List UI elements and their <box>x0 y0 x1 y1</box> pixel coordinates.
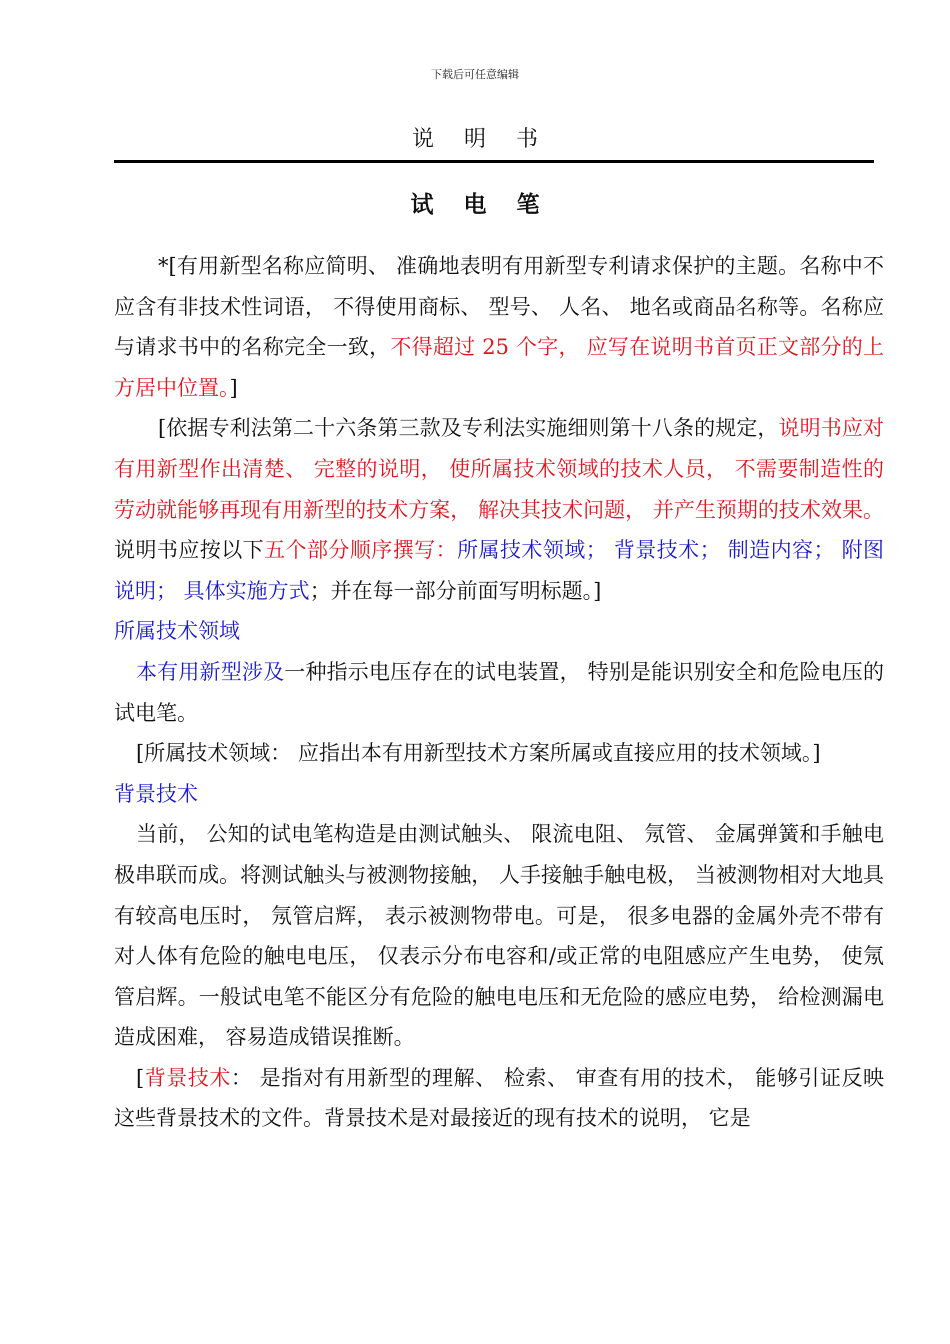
document-type-heading: 说明书 <box>411 127 568 152</box>
text-run: *[有用新型名称应简明、 准确地表明有用新型专利请求保护的主题。名称中不应含有非技术性词语， 不得使用商标、 型号、 人名、 地名或商品名称等。名称应与请求书中的名称完全一致， <box>114 254 884 360</box>
document-body <box>114 246 884 1139</box>
text-run: 说明书应按以下 <box>114 538 265 563</box>
text-run: [依据专利法第二十六条第三款及专利法实施细则第十八条的规定， <box>158 416 779 441</box>
highlight-blue: 本有用新型涉及 <box>136 659 285 684</box>
highlight-blue: 所属技术领域； 背景技术； 制造内容； 附图说明； 具体实施方式 <box>114 538 885 603</box>
text-run: ： 是指对有用新型的理解、 检索、 审查有用的技术， 能够引证反映这些背景技术的文件。背景技术是对最接近的现有技术的说明， 它是 <box>114 1065 884 1131</box>
paragraph-description-rules <box>114 408 884 611</box>
text-run: ；并在每一部分前面写明标题。] <box>309 578 602 603</box>
text-run: 一种指示电压存在的试电装置， 特别是能识别安全和危险电压的试电笔。 <box>114 659 884 725</box>
header-note: 下载后可任意编辑 <box>431 68 519 81</box>
highlight-red: 说明书应对有用新型作出清楚、 完整的说明， 使所属技术领域的技术人员， 不需要制造性的劳动就能够再现有用新型的技术方案， 解决其技术问题， 并产生预期的技术效果。 <box>114 416 884 522</box>
paragraph-background-note <box>114 1058 884 1139</box>
paragraph-field <box>114 652 884 733</box>
document-title: 试电笔 <box>410 191 570 218</box>
highlight-red: 背景技术 <box>144 1065 231 1090</box>
paragraph-background: 当前， 公知的试电笔构造是由测试触头、 限流电阻、 氖管、 金属弹簧和手触电极串联而成。将测试触头与被测物接触， 人手接触手触电极， 当被测物相对大地具有较高电压时， 氖管启辉， 表示被测物带电。可是， 很多电器的金属外壳不带有对人体有危险的触电电压， 仅表示分布电容和/或正常的电阻感应产生电势， 使氖管启辉。一般试电笔不能区分有危险的触电电压和无危险的感应电势， 给检测漏电造成困难， 容易造成错误推断。 <box>114 822 884 1050</box>
section-heading-background: 背景技术 <box>114 781 198 806</box>
highlight-red: 五个部分顺序撰写： <box>264 538 458 563</box>
paragraph-field-note: [所属技术领域： 应指出本有用新型技术方案所属或直接应用的技术领域。] <box>136 741 821 766</box>
paragraph-title-instructions <box>114 246 884 408</box>
highlight-red: 不得超过 25 个字， 应写在说明书首页正文部分的上方居中位置。 <box>114 335 884 400</box>
text-run: ] <box>229 375 238 400</box>
section-heading-field: 所属技术领域 <box>114 619 240 644</box>
header-rule <box>114 160 874 163</box>
text-run: [ <box>136 1065 145 1090</box>
